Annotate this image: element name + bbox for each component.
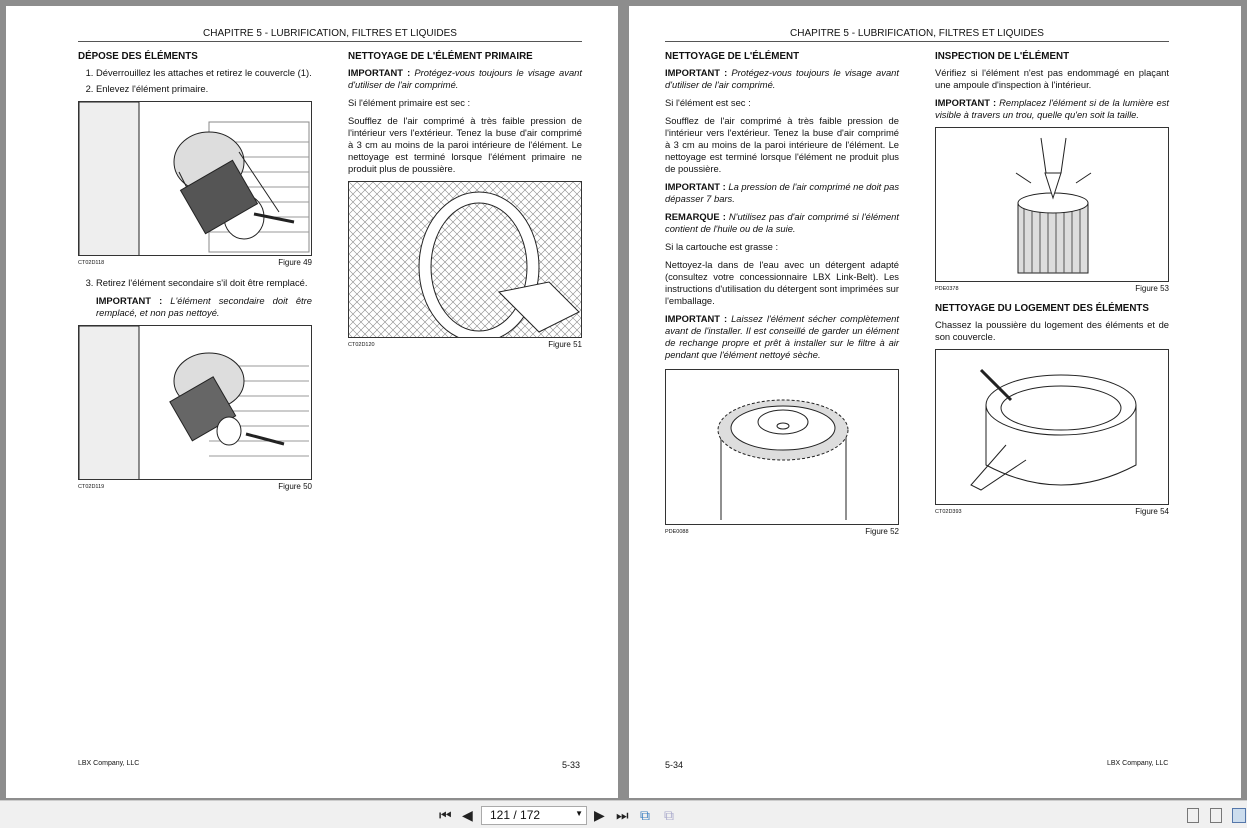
figure-49-image bbox=[78, 101, 312, 256]
paragraph: Nettoyez-la dans de l'eau avec un détergent adapté (consultez votre concessionnaire LBX Link-Belt). Les instructions d'utilisation du détergent sont imprimées sur l'emballage. bbox=[665, 259, 899, 306]
figure-code: CT02D118 bbox=[78, 260, 105, 266]
previous-page-icon[interactable]: ◀ bbox=[462, 807, 473, 823]
step: 1. Déverrouillez les attaches et retirez le couvercle (1). bbox=[96, 67, 312, 79]
go-forward-view-icon[interactable]: ⧉ bbox=[664, 807, 674, 823]
important-label: IMPORTANT : bbox=[96, 295, 163, 306]
figure-code: PDE0378 bbox=[935, 286, 959, 292]
paragraph: Soufflez de l'air comprimé à très faible pression de l'intérieur vers l'extérieur. Tenez la buse d'air comprimé à 3 cm au moins de la paroi intérieure de l'élément. Le nettoyage est terminé lorsque l'élément primaire ne produit plus de poussière. bbox=[348, 115, 582, 174]
figure-52-image bbox=[665, 369, 899, 525]
important-text: Protégez-vous toujours le visage avant d'utiliser de l'air comprimé. bbox=[348, 67, 582, 90]
important-label: IMPORTANT : bbox=[665, 313, 728, 324]
figure-53-image bbox=[935, 127, 1169, 282]
chevron-down-icon: ▼ bbox=[575, 809, 583, 818]
section-title: DÉPOSE DES ÉLÉMENTS bbox=[78, 51, 198, 62]
figure-label: Figure 51 bbox=[548, 340, 582, 349]
go-back-view-icon[interactable]: ⧉ bbox=[640, 807, 650, 823]
important-label: IMPORTANT : bbox=[348, 67, 411, 78]
figure-label: Figure 52 bbox=[865, 527, 899, 536]
first-page-icon[interactable]: ⏮ bbox=[439, 807, 452, 823]
figure-label: Figure 54 bbox=[1135, 507, 1169, 516]
important-label: IMPORTANT : bbox=[935, 97, 997, 108]
note-text: N'utilisez pas d'air comprimé si l'élément contient de l'huile ou de la suie. bbox=[665, 211, 899, 234]
column-inspection bbox=[935, 51, 1169, 526]
page-left bbox=[6, 6, 618, 798]
page-right bbox=[629, 6, 1241, 798]
page-number: 5-33 bbox=[562, 760, 581, 770]
figure-code: CT02D120 bbox=[348, 342, 375, 348]
two-page-view-icon[interactable] bbox=[1232, 808, 1246, 823]
note-label: REMARQUE : bbox=[665, 211, 726, 222]
section-title: NETTOYAGE DE L'ÉLÉMENT bbox=[665, 51, 800, 62]
important-text: La pression de l'air comprimé ne doit pas dépasser 7 bars. bbox=[665, 181, 900, 204]
column-element-cleaning bbox=[665, 51, 899, 546]
figure-label: Figure 49 bbox=[278, 258, 312, 267]
figure-code: CT02D119 bbox=[78, 484, 105, 490]
paragraph: Si l'élément est sec : bbox=[665, 97, 751, 108]
important-text: L'élément secondaire doit être remplacé, et non pas nettoyé. bbox=[96, 295, 312, 318]
figure-54-image bbox=[935, 349, 1169, 505]
important-label: IMPORTANT : bbox=[665, 67, 728, 78]
important-text: Remplacez l'élément si de la lumière est visible à travers un trou, quelle qu'en soit la taille. bbox=[935, 97, 1169, 120]
important-text: Protégez-vous toujours le visage avant d'utiliser de l'air comprimé. bbox=[665, 67, 899, 90]
paragraph: Chassez la poussière du logement des éléments et de son couvercle. bbox=[935, 319, 1169, 342]
important-text: Laissez l'élément sécher complètement avant de l'installer. Il est conseillé de garder un élément de rechange propre et prêt à installer sur le filtre à air pendant que l'élément nettoyé sèche. bbox=[665, 313, 899, 360]
figure-label: Figure 53 bbox=[1135, 284, 1169, 293]
figure-code: CT02D393 bbox=[935, 509, 962, 515]
step: 2. Enlevez l'élément primaire. bbox=[96, 83, 312, 95]
chapter-header: CHAPITRE 5 - LUBRIFICATION, FILTRES ET LIQUIDES bbox=[78, 28, 582, 42]
figure-label: Figure 50 bbox=[278, 482, 312, 491]
section-title: NETTOYAGE DE L'ÉLÉMENT PRIMAIRE bbox=[348, 51, 533, 62]
section-title: INSPECTION DE L'ÉLÉMENT bbox=[935, 51, 1070, 62]
footer-company: LBX Company, LLC bbox=[78, 760, 140, 767]
step: 3. Retirez l'élément secondaire s'il doit être remplacé. bbox=[96, 277, 312, 289]
paragraph: Soufflez de l'air comprimé à très faible pression de l'intérieur vers l'extérieur. Tenez la buse d'air comprimé à 3 cm au moins de la paroi intérieure de l'élément. Le nettoyage est terminé lorsque l'élément ne produit plus de poussière. bbox=[665, 115, 899, 174]
page-indicator: 121 / 172 bbox=[490, 808, 541, 822]
figure-code: PDE0088 bbox=[665, 529, 689, 535]
single-page-view-icon[interactable] bbox=[1187, 808, 1199, 823]
column-primary-cleaning bbox=[348, 51, 582, 359]
page-number: 5-34 bbox=[665, 760, 684, 770]
pdf-toolbar bbox=[0, 800, 1247, 828]
paragraph: Vérifiez si l'élément n'est pas endommagé en plaçant une ampoule d'inspection à l'intérieur. bbox=[935, 67, 1169, 90]
paragraph: Si la cartouche est grasse : bbox=[665, 241, 779, 252]
next-page-icon[interactable]: ▶ bbox=[594, 807, 605, 823]
column-removal bbox=[78, 51, 312, 501]
page-selector[interactable] bbox=[481, 806, 587, 825]
paragraph: Si l'élément primaire est sec : bbox=[348, 97, 471, 108]
figure-50-image bbox=[78, 325, 312, 480]
footer-company: LBX Company, LLC bbox=[1107, 760, 1169, 767]
figure-51-image bbox=[348, 181, 582, 338]
important-label: IMPORTANT : bbox=[665, 181, 726, 192]
last-page-icon[interactable]: ⏭ bbox=[616, 807, 629, 823]
chapter-header: CHAPITRE 5 - LUBRIFICATION, FILTRES ET LIQUIDES bbox=[665, 28, 1169, 42]
section-title: NETTOYAGE DU LOGEMENT DES ÉLÉMENTS bbox=[935, 303, 1149, 314]
continuous-view-icon[interactable] bbox=[1210, 808, 1222, 823]
